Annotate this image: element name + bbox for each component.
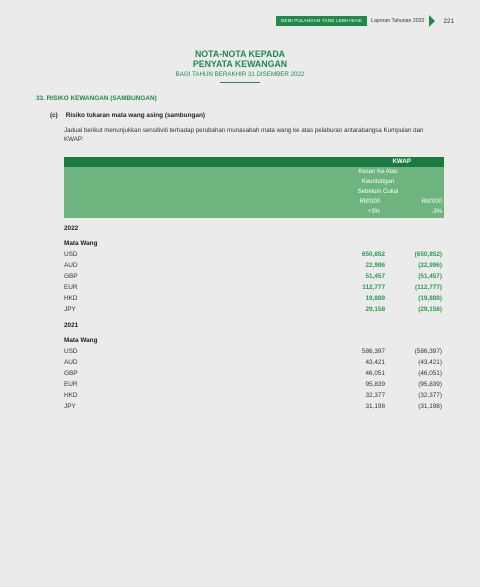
value-minus: (43,421) (418, 359, 442, 366)
value-minus: (32,377) (418, 392, 442, 399)
value-plus: 31,198 (365, 403, 385, 410)
effect-line-2: Keuntungan (361, 179, 395, 185)
currency-code: JPY (64, 403, 76, 410)
subsection-title: Risiko tukaran mata wang asing (sambungan) (65, 112, 205, 119)
value-minus: (19,889) (418, 295, 442, 302)
value-plus: 43,421 (365, 359, 385, 366)
value-plus: 19,889 (365, 295, 385, 302)
effect-line-3: Sebelum Cukai (357, 189, 399, 195)
page-title-line-1: NOTA-NOTA KEPADA (194, 49, 286, 59)
value-minus: (650,852) (414, 251, 442, 258)
table-row (64, 306, 444, 316)
value-plus: 95,839 (365, 381, 385, 388)
value-minus: (22,996) (418, 262, 442, 269)
table-column-header (64, 167, 444, 218)
table-group-header (64, 157, 444, 167)
value-minus: (29,158) (418, 306, 442, 313)
currency-code: AUD (64, 359, 78, 366)
value-minus: (31,198) (418, 403, 442, 410)
table-row (64, 348, 444, 358)
table-row (64, 359, 444, 369)
currency-code: USD (64, 251, 78, 258)
value-minus: (95,839) (418, 381, 442, 388)
report-tagline: DEMI PULANGAN YANG LEBIH BAIK (276, 16, 367, 26)
subsection-heading (50, 112, 205, 119)
table-row (64, 381, 444, 391)
col2-change: -3% (431, 209, 442, 215)
table-row (64, 273, 444, 283)
subsection-label: (c) (50, 112, 58, 119)
page-subtitle: BAGI TAHUN BERAKHIR 31 DISEMBER 2022 (175, 71, 305, 78)
table-row (64, 403, 444, 413)
col1-unit: RM'000 (359, 199, 380, 205)
currency-code: GBP (64, 273, 78, 280)
currency-code: JPY (64, 306, 76, 313)
value-plus: 586,397 (361, 348, 385, 355)
table-row (64, 295, 444, 305)
table-row (64, 370, 444, 380)
col2-unit: RM'000 (421, 199, 442, 205)
currency-code: EUR (64, 381, 78, 388)
value-plus: 51,457 (365, 273, 385, 280)
value-minus: (586,397) (414, 348, 442, 355)
page-title-line-2: PENYATA KEWANGAN (192, 59, 288, 69)
currency-heading: Mata Wang (64, 240, 98, 247)
intro-paragraph: Jadual berikut menunjukkan sensitiviti terhadap perubahan munasabah mata wang ke atas pelaburan antarabangsa Kumpulan dan KWAP: (64, 127, 424, 143)
chevron-right-icon (429, 15, 435, 27)
value-minus: (46,051) (418, 370, 442, 377)
currency-code: HKD (64, 295, 78, 302)
col1-change: +3% (367, 209, 380, 215)
page-number: 221 (443, 17, 455, 25)
table-row (64, 262, 444, 272)
currency-code: USD (64, 348, 78, 355)
table-row (64, 251, 444, 261)
table-row (64, 392, 444, 402)
currency-code: GBP (64, 370, 78, 377)
currency-code: AUD (64, 262, 78, 269)
currency-code: HKD (64, 392, 78, 399)
page-header-bar (276, 14, 454, 28)
value-plus: 46,051 (365, 370, 385, 377)
value-minus: (112,777) (414, 284, 442, 291)
value-plus: 112,777 (362, 284, 385, 291)
year-label-2021: 2021 (64, 322, 79, 329)
value-plus: 32,377 (365, 392, 385, 399)
year-label-2022: 2022 (64, 225, 79, 232)
value-minus: (51,457) (418, 273, 442, 280)
table-row (64, 284, 444, 294)
title-divider (220, 82, 260, 83)
value-plus: 650,852 (361, 251, 385, 258)
currency-heading: Mata Wang (64, 337, 98, 344)
report-name: Laporan Tahunan 2022 (371, 18, 425, 24)
group-header-label: KWAP (392, 158, 411, 165)
value-plus: 29,158 (365, 306, 385, 313)
effect-line-1: Kesan Ke Atas (358, 169, 398, 175)
value-plus: 22,996 (365, 262, 385, 269)
section-heading: 33. RISIKO KEWANGAN (SAMBUNGAN) (36, 95, 157, 102)
currency-code: EUR (64, 284, 78, 291)
